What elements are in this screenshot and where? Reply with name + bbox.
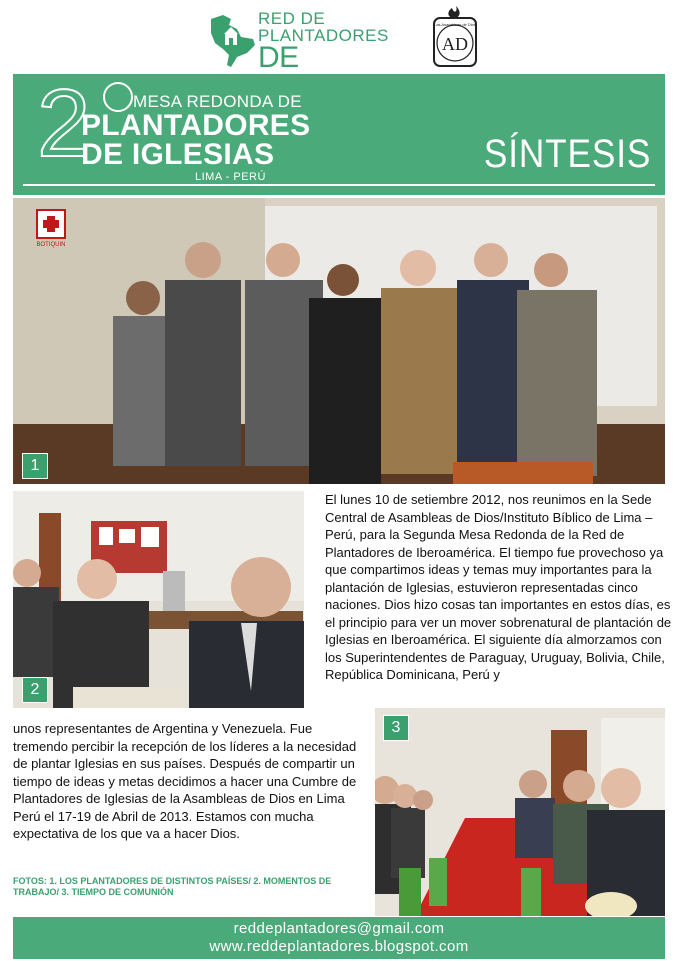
masthead-logo bbox=[0, 0, 680, 72]
logo-line-red: RED DE PLANTADORES bbox=[258, 9, 389, 45]
seal-ring-text: Las Asambleas de Dios bbox=[434, 22, 476, 27]
photo-group bbox=[13, 198, 665, 484]
ordinal-mark bbox=[103, 82, 133, 112]
photo-fellowship bbox=[375, 708, 665, 916]
header-plantadores: PLANTADORES bbox=[81, 109, 311, 142]
photo-captions: FOTOS: 1. LOS PLANTADORES DE DISTINTOS PAÍSES/ 2. MOMENTOS DE TRABAJO/ 3. TIEMPO DE COMUNIÓN bbox=[13, 876, 332, 897]
header-location: LIMA - PERÚ bbox=[195, 171, 266, 183]
section-title: SÍNTESIS bbox=[483, 132, 651, 176]
seal-letters: AD bbox=[442, 34, 468, 54]
photo-number-badge: 2 bbox=[22, 677, 48, 703]
edition-number: 2 bbox=[37, 70, 91, 177]
americas-map-icon bbox=[207, 13, 257, 69]
header-band bbox=[13, 70, 665, 195]
article-paragraph-2: unos representantes de Argentina y Venezuela. Fue tremendo percibir la recepción de los líderes a la necesidad de plantar Iglesias en sus países. Después de compartir un tiempo de ideas y metas decidimos a hacer una Cumbre de Plantadores de Iglesias de la Asambleas de Dios en Lima Perú el 17-19 de Abril de 2013. Estamos con mucha expectativa de los que va a hacer Dios. bbox=[13, 721, 357, 841]
botiquin-sign: BOTIQUIN bbox=[36, 242, 66, 248]
photo-work-session bbox=[13, 491, 304, 708]
photo-number-badge: 3 bbox=[383, 715, 409, 741]
article-paragraph-1: El lunes 10 de setiembre 2012, nos reunimos en la Sede Central de Asambleas de Dios/Instituto Bíblico de Lima –Perú, para la Segunda Mesa Redonda de la Red de Plantadores de Iberoamérica. El tiempo fue provechoso ya que compartimos ideas y temas muy importantes para la plantación de Iglesias, estuvieron representadas cinco naciones. Dios hizo cosas tan importantes en estos días, es el principio para ver un mover sobrenatural de plantación de Iglesias en Iberoamérica. El siguiente día almorzamos con los Superintendentes de Paraguay, Uruguay, Bolivia, Chile, República Dominicana, Perú y bbox=[325, 492, 672, 682]
header-divider bbox=[23, 184, 655, 186]
header-mesa-redonda: MESA REDONDA DE bbox=[133, 92, 302, 111]
assemblies-of-god-seal bbox=[432, 4, 478, 68]
contact-website[interactable]: www.reddeplantadores.blogspot.com bbox=[209, 938, 469, 955]
photo-number-badge: 1 bbox=[22, 453, 48, 479]
contact-footer bbox=[13, 917, 665, 959]
header-de-iglesias: DE IGLESIAS bbox=[81, 138, 275, 171]
logo-line-iglesias: DE bbox=[258, 41, 299, 74]
contact-email[interactable]: reddeplantadores@gmail.com bbox=[233, 920, 445, 937]
